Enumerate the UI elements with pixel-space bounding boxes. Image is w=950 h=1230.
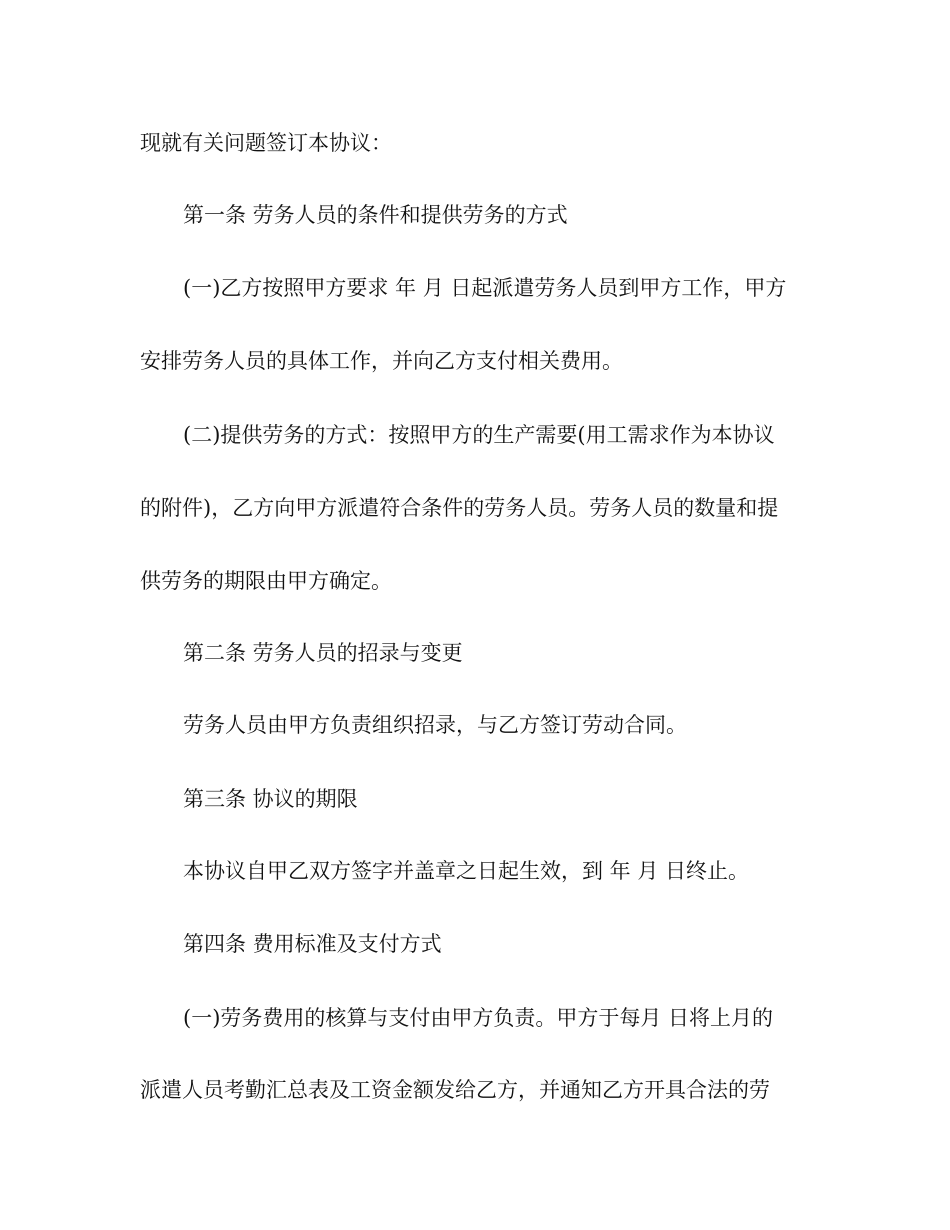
article-2-heading: 第二条 劳务人员的招录与变更	[183, 641, 463, 665]
article-1-clause-2-line-1: (二)提供劳务的方式：按照甲方的生产需要(用工需求作为本协议	[183, 423, 775, 447]
article-1-clause-2-line-3: 供劳务的期限由甲方确定。	[140, 569, 392, 593]
article-3-heading: 第三条 协议的期限	[183, 787, 358, 811]
article-4-heading: 第四条 费用标准及支付方式	[183, 932, 442, 956]
article-2-body: 劳务人员由甲方负责组织招录，与乙方签订劳动合同。	[183, 713, 687, 737]
article-1-heading: 第一条 劳务人员的条件和提供劳务的方式	[183, 203, 568, 227]
article-4-clause-1-line-1: (一)劳务费用的核算与支付由甲方负责。甲方于每月 日将上月的	[183, 1006, 774, 1030]
article-3-body: 本协议自甲乙双方签字并盖章之日起生效，到 年 月 日终止。	[183, 859, 750, 883]
article-4-clause-1-line-2: 派遣人员考勤汇总表及工资金额发给乙方，并通知乙方开具合法的劳	[140, 1078, 770, 1102]
article-1-clause-2-line-2: 的附件)，乙方向甲方派遣符合条件的劳务人员。劳务人员的数量和提	[140, 496, 779, 520]
article-1-clause-1-line-1: (一)乙方按照甲方要求 年 月 日起派遣劳务人员到甲方工作，甲方	[183, 276, 787, 300]
article-1-clause-1-line-2: 安排劳务人员的具体工作，并向乙方支付相关费用。	[140, 349, 623, 373]
intro-line: 现就有关问题签订本协议：	[140, 131, 392, 155]
